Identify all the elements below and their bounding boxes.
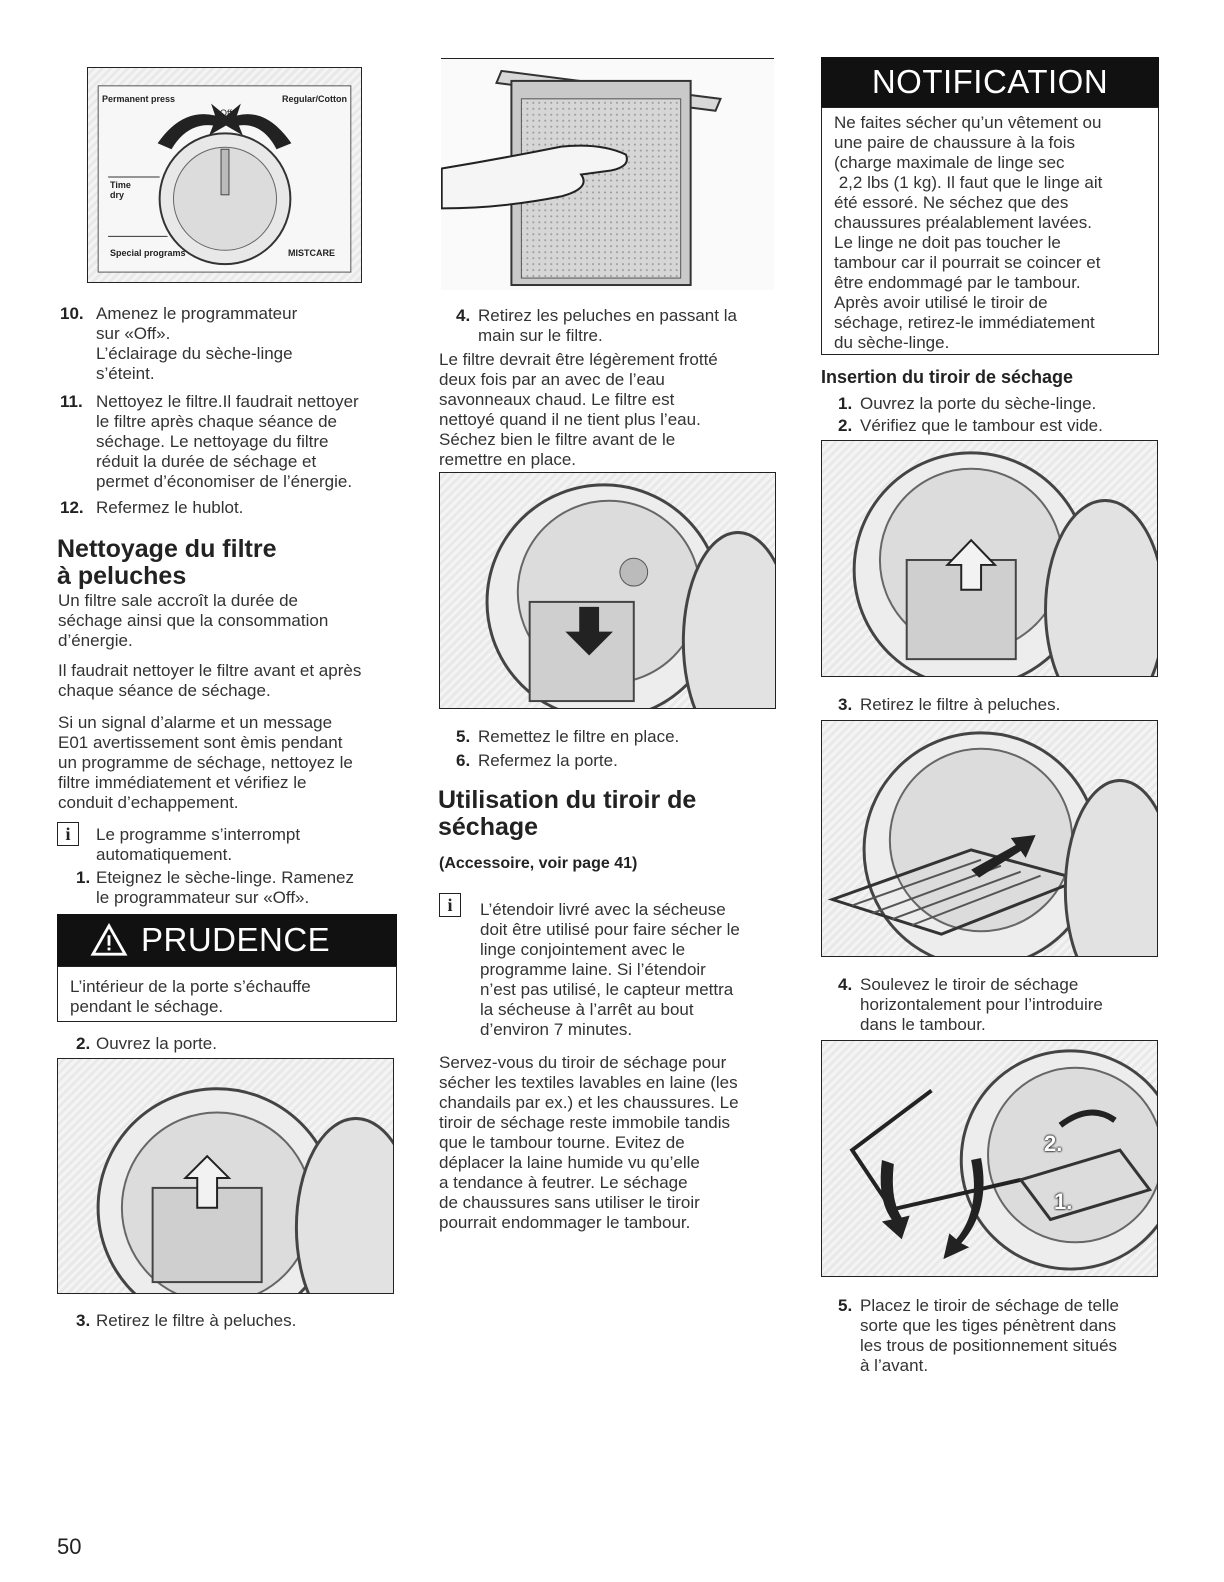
step-number: 5. — [838, 1296, 853, 1315]
text-line: programme laine. Si l’étendoir — [480, 960, 706, 979]
figure-remove-filter — [57, 1058, 394, 1294]
text-line: tiroir de séchage reste immobile tandis — [439, 1113, 731, 1132]
text-line: L’intérieur de la porte s’échauffe — [70, 977, 311, 996]
text-line: filtre immédiatement et vérifiez le — [58, 773, 307, 792]
text-line: chaussures préalablement lavées. — [834, 213, 1092, 232]
figure-drum-empty — [821, 440, 1158, 677]
caution-box — [57, 966, 397, 1022]
text-line: pourrait endommager le tambour. — [439, 1213, 691, 1232]
step-number: 6. — [456, 751, 471, 770]
text-line: E01 avertissement sont èmis pendant — [58, 733, 343, 752]
text-line: été essoré. Ne séchez que des — [834, 193, 1069, 212]
text-line: d’énergie. — [58, 631, 133, 650]
figure-insert-filter — [439, 472, 776, 709]
text-line: d’environ 7 minutes. — [480, 1020, 633, 1039]
step-number: 3. — [838, 695, 853, 714]
text-line: Ne faites sécher qu’un vêtement ou — [834, 113, 1102, 132]
text-line: remettre en place. — [439, 450, 577, 469]
step-line: Amenez le programmateur — [96, 304, 298, 323]
step-number: 4. — [838, 975, 853, 994]
figure-rack-insert — [821, 720, 1158, 957]
text-line: savonneaux chaud. Le filtre est — [439, 390, 675, 409]
text-line: sécher les textiles lavables en laine (les — [439, 1073, 738, 1092]
text-line: (charge maximale de linge sec — [834, 153, 1065, 172]
warning-triangle-icon — [89, 923, 129, 957]
text-line: Séchez bien le filtre avant de le — [439, 430, 676, 449]
text-line: du sèche-linge. — [834, 333, 950, 352]
text-line: séchage, retirez-le immédiatement — [834, 313, 1095, 332]
step-line: main sur le filtre. — [478, 326, 603, 345]
text-line: a tendance à feutrer. Le séchage — [439, 1173, 688, 1192]
step-line: à l’avant. — [860, 1356, 929, 1375]
caution-banner — [57, 914, 397, 966]
step-number: 3. — [76, 1311, 91, 1330]
text-line: nettoyé quand il ne tient plus l’eau. — [439, 410, 701, 429]
text-line: Le programme s’interrompt — [96, 825, 301, 844]
step-line: les trous de positionnement situés — [860, 1336, 1118, 1355]
text-line: une paire de chaussure à la fois — [834, 133, 1075, 152]
step-line: Retirez les peluches en passant la — [478, 306, 737, 325]
step-line: dans le tambour. — [860, 1015, 986, 1034]
figure-rack-placement — [821, 1040, 1158, 1277]
text-line: chaque séance de séchage. — [58, 681, 271, 700]
paragraph-servez-vous — [439, 1053, 784, 1233]
heading-insertion-tiroir: Insertion du tiroir de séchage — [821, 367, 1074, 387]
text-line: pendant le séchage. — [70, 997, 224, 1016]
step-text: Retirez le filtre à peluches. — [96, 1311, 297, 1330]
heading-nettoyage-filtre — [57, 536, 407, 590]
step-line: réduit la durée de séchage et — [96, 452, 317, 471]
step-text: Remettez le filtre en place. — [478, 727, 680, 746]
step-number: 11. — [60, 392, 83, 411]
step-line: Placez le tiroir de séchage de telle — [860, 1296, 1119, 1315]
step-text: Ouvrez la porte du sèche-linge. — [860, 394, 1097, 413]
text-line: L’étendoir livré avec la sécheuse — [480, 900, 726, 919]
dial-label-regular-cotton: Regular/Cotton — [282, 94, 347, 104]
step-number: 2. — [76, 1034, 91, 1053]
step-line: le filtre après chaque séance de — [96, 412, 337, 431]
step-number: 5. — [456, 727, 471, 746]
step-line: Nettoyez le filtre.Il faudrait nettoyer — [96, 392, 359, 411]
caution-title: PRUDENCE — [141, 921, 331, 958]
text-line: deux fois par an avec de l’eau — [439, 370, 665, 389]
text-line: doit être utilisé pour faire sécher le — [480, 920, 740, 939]
text-line: Un filtre sale accroît la durée de — [58, 591, 299, 610]
info-text-interruption — [96, 825, 396, 865]
text-line: Il faudrait nettoyer le filtre avant et après — [58, 661, 362, 680]
step-number: 4. — [456, 306, 471, 325]
paragraph-filtre-frotte — [439, 350, 779, 470]
caution-text — [70, 977, 390, 1017]
dial-label-special-programs: Special programs — [110, 248, 186, 258]
text-line: linge conjointement avec le — [480, 940, 686, 959]
text-line: Le linge ne doit pas toucher le — [834, 233, 1061, 252]
step-line: sorte que les tiges pénètrent dans — [860, 1316, 1117, 1335]
step-line: L’éclairage du sèche-linge — [96, 344, 293, 363]
heading-line: séchage — [438, 813, 539, 841]
info-text-etendoir — [480, 900, 780, 1040]
text-line: Servez-vous du tiroir de séchage pour — [439, 1053, 727, 1072]
step-line: horizontalement pour l’introduire — [860, 995, 1103, 1014]
dial-label-off: Off — [220, 108, 232, 118]
text-line: automatiquement. — [96, 845, 233, 864]
text-line: conduit d’echappement. — [58, 793, 239, 812]
notification-title: NOTIFICATION — [871, 63, 1109, 100]
text-line: Si un signal d’alarme et un message — [58, 713, 333, 732]
text-line: être endommagé par le tambour. — [834, 273, 1081, 292]
rack-insert-illustration — [822, 721, 1157, 956]
filter-hand-illustration — [441, 59, 774, 290]
notification-box — [821, 107, 1159, 355]
heading-line: Utilisation du tiroir de — [438, 786, 697, 814]
paragraph-nettoyer-filtre — [58, 661, 403, 701]
step-line: Soulevez le tiroir de séchage — [860, 975, 1079, 994]
step-line: séchage. Le nettoyage du filtre — [96, 432, 329, 451]
dryer-insert-illustration — [440, 473, 775, 708]
text-line: un programme de séchage, nettoyez le — [58, 753, 353, 772]
text-line: déplacer la laine humide vu qu’elle — [439, 1153, 700, 1172]
text-line: Le filtre devrait être légèrement frotté — [439, 350, 718, 369]
step-text: Retirez le filtre à peluches. — [860, 695, 1061, 714]
text-line: séchage ainsi que la consommation — [58, 611, 329, 630]
dial-label-mistcare: MISTCARE — [288, 248, 335, 258]
dial-label-permanent-press: Permanent press — [102, 94, 176, 104]
figure-control-dial — [87, 67, 362, 283]
text-line: de chaussures sans utiliser le tiroir — [439, 1193, 700, 1212]
info-icon: i — [57, 822, 79, 846]
dryer-drum-illustration — [822, 441, 1157, 676]
step-number: 2. — [838, 416, 853, 435]
step-number: 10. — [60, 304, 84, 323]
text-line: Après avoir utilisé le tiroir de — [834, 293, 1048, 312]
step-number: 1. — [838, 394, 853, 413]
dryer-door-illustration — [58, 1059, 393, 1293]
rack-placement-illustration — [822, 1041, 1157, 1276]
text-line: que le tambour tourne. Evitez de — [439, 1133, 685, 1152]
text-line: chandails par ex.) et les chaussures. Le — [439, 1093, 739, 1112]
step-line: le programmateur sur «Off». — [96, 888, 310, 907]
step-text: Refermez la porte. — [478, 751, 618, 770]
figure-label-2: 2. — [1044, 1131, 1063, 1156]
paragraph-signal-alarme — [58, 713, 403, 813]
step-line: Eteignez le sèche-linge. Ramenez — [96, 868, 354, 887]
step-number: 12. — [60, 498, 84, 517]
subheading-accessoire: (Accessoire, voir page 41) — [439, 855, 638, 872]
step-line: permet d’économiser de l’énergie. — [96, 472, 353, 491]
step-line: Refermez le hublot. — [96, 498, 244, 517]
page-number: 50 — [57, 1534, 82, 1559]
heading-utilisation-tiroir — [438, 787, 788, 841]
paragraph-filtre-sale — [58, 591, 403, 651]
text-line: tambour car il pourrait se coincer et — [834, 253, 1101, 272]
step-line: sur «Off». — [96, 324, 171, 343]
figure-label-1: 1. — [1054, 1189, 1073, 1214]
text-line: 2,2 lbs (1 kg). Il faut que le linge ait — [834, 173, 1103, 192]
step-text: Ouvrez la porte. — [96, 1034, 217, 1053]
heading-line: à peluches — [57, 562, 187, 590]
heading-line: Nettoyage du filtre — [57, 535, 277, 563]
step-line: s’éteint. — [96, 364, 155, 383]
info-icon: i — [439, 893, 461, 917]
dial-label-time-dry: Time dry — [110, 180, 131, 200]
text-line: la sécheuse à l’arrêt au bout — [480, 1000, 694, 1019]
step-number: 1. — [76, 868, 91, 887]
text-line: n’est pas utilisé, le capteur mettra — [480, 980, 734, 999]
notification-banner — [821, 57, 1159, 107]
step-text: Vérifiez que le tambour est vide. — [860, 416, 1103, 435]
figure-hand-filter — [441, 58, 774, 290]
notification-text — [834, 113, 1156, 353]
